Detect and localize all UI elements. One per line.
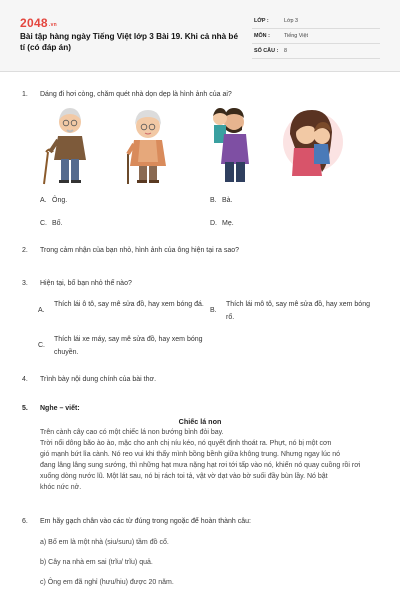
option-letter: A. xyxy=(38,307,45,314)
question-text: Dáng đi hơi còng, chăm quét nhà dọn dẹp là hình ảnh của ai? xyxy=(40,91,232,98)
site-logo[interactable] xyxy=(20,16,57,30)
meta-row-class xyxy=(252,14,380,29)
passage-line: xuống dòng nước lũ. Một lát sau, nó bị rách toi tả, vật vờ dạt vào bờ suối đầy bùn lầy. Nó bật xyxy=(40,473,328,480)
grandmother-illustration xyxy=(118,104,178,186)
question-text: Trong cảm nhận của bạn nhỏ, hình ảnh của ông hiện tại ra sao? xyxy=(40,247,239,254)
question-text: Trình bày nội dung chính của bài thơ. xyxy=(40,376,157,383)
meta-key-subject: MÔN : xyxy=(254,33,270,39)
option-letter: C. xyxy=(38,342,45,349)
question-6 xyxy=(22,518,251,525)
option-text: Bà. xyxy=(222,197,233,204)
passage-line: khóc nức nở. xyxy=(40,484,82,491)
q1-option-c[interactable] xyxy=(40,220,63,227)
meta-key-count: SỐ CÂU : xyxy=(254,48,279,54)
fill-in-item-b: b) Cây na nhà em sai (trĩu/ trĩu) quả. xyxy=(40,559,153,566)
logo-suffix: .vn xyxy=(48,22,58,28)
q3-option-c[interactable] xyxy=(38,333,208,361)
mother-child-illustration xyxy=(278,104,348,186)
option-letter: B. xyxy=(210,307,217,314)
logo-text: 2048 xyxy=(20,16,48,30)
father-child-illustration xyxy=(200,104,260,186)
question-3 xyxy=(22,280,132,287)
question-number: 2. xyxy=(22,247,28,254)
option-text: Thích lái mô tô, say mê sửa đồ, hay xem bóng rổ. xyxy=(226,301,370,321)
meta-row-count xyxy=(252,44,380,59)
passage-line: gió mạnh bứt lìa cành. Nó reo vui khi thấy mình bồng bềnh giữa không trung. Nhưng ngay lúc nó xyxy=(40,451,341,458)
meta-value-subject: Tiếng Việt xyxy=(284,33,308,39)
fill-in-item-c: c) Ông em đã nghỉ (hưu/hiu) được 20 năm. xyxy=(40,579,174,586)
q1-option-a[interactable] xyxy=(40,197,67,204)
q1-option-d[interactable] xyxy=(210,220,234,227)
option-text: Ông. xyxy=(52,197,68,204)
question-text: Hiện tại, bố bạn nhỏ thế nào? xyxy=(40,280,132,287)
option-text: Thích lái ô tô, say mê sửa đồ, hay xem bóng đá. xyxy=(54,301,204,308)
meta-row-subject xyxy=(252,29,380,44)
option-letter: B. xyxy=(210,197,217,204)
question-number: 4. xyxy=(22,376,28,383)
question-number: 3. xyxy=(22,280,28,287)
question-text: Nghe – viết: xyxy=(40,405,80,412)
question-5 xyxy=(22,405,80,412)
question-number: 5. xyxy=(22,405,28,412)
fill-in-item-a: a) Bố em là một nhà (siu/suru) tầm đồ cổ. xyxy=(40,539,169,546)
q3-option-a[interactable] xyxy=(38,298,208,326)
question-4 xyxy=(22,376,156,383)
q1-option-b[interactable] xyxy=(210,197,233,204)
passage-line: Trên cành cây cao có một chiếc lá non bướng bỉnh đỏi bay. xyxy=(40,429,224,436)
option-text: Thích lái xe máy, say mê sửa đồ, hay xem bóng chuyền. xyxy=(54,336,203,356)
question-text: Em hãy gạch chân vào các từ đúng trong ngoặc để hoàn thành câu: xyxy=(40,518,251,525)
option-letter: D. xyxy=(210,220,217,227)
q3-option-b[interactable] xyxy=(210,298,380,326)
option-letter: C. xyxy=(40,220,47,227)
option-text: Bố. xyxy=(52,220,63,227)
page-title: Bài tập hàng ngày Tiếng Việt lớp 3 Bài 19. Khi cả nhà bé tí (có đáp án) xyxy=(20,32,238,52)
passage-title: Chiếc lá non xyxy=(178,417,222,426)
meta-value-count: 8 xyxy=(284,48,287,54)
meta-value-class: Lớp 3 xyxy=(284,18,299,24)
question-1 xyxy=(22,91,232,98)
question-2 xyxy=(22,247,239,254)
option-letter: A. xyxy=(40,197,47,204)
question-number: 6. xyxy=(22,518,28,525)
document-header xyxy=(0,0,400,72)
grandfather-illustration xyxy=(40,104,100,186)
passage-line: Trời nổi dông bão ào ào, mặc cho anh chị níu kéo, nó quyết định thoát ra. Phựt, nó bị một cơn xyxy=(40,440,332,447)
question-number: 1. xyxy=(22,91,28,98)
option-text: Mẹ. xyxy=(222,220,234,227)
meta-key-class: LỚP : xyxy=(254,18,269,24)
passage-line: đang lâng lâng sung sướng, thì những hạt mưa nặng hạt rơi tới tấp vào nó, khiến nó quay cuồng rồi rơi xyxy=(40,462,361,469)
